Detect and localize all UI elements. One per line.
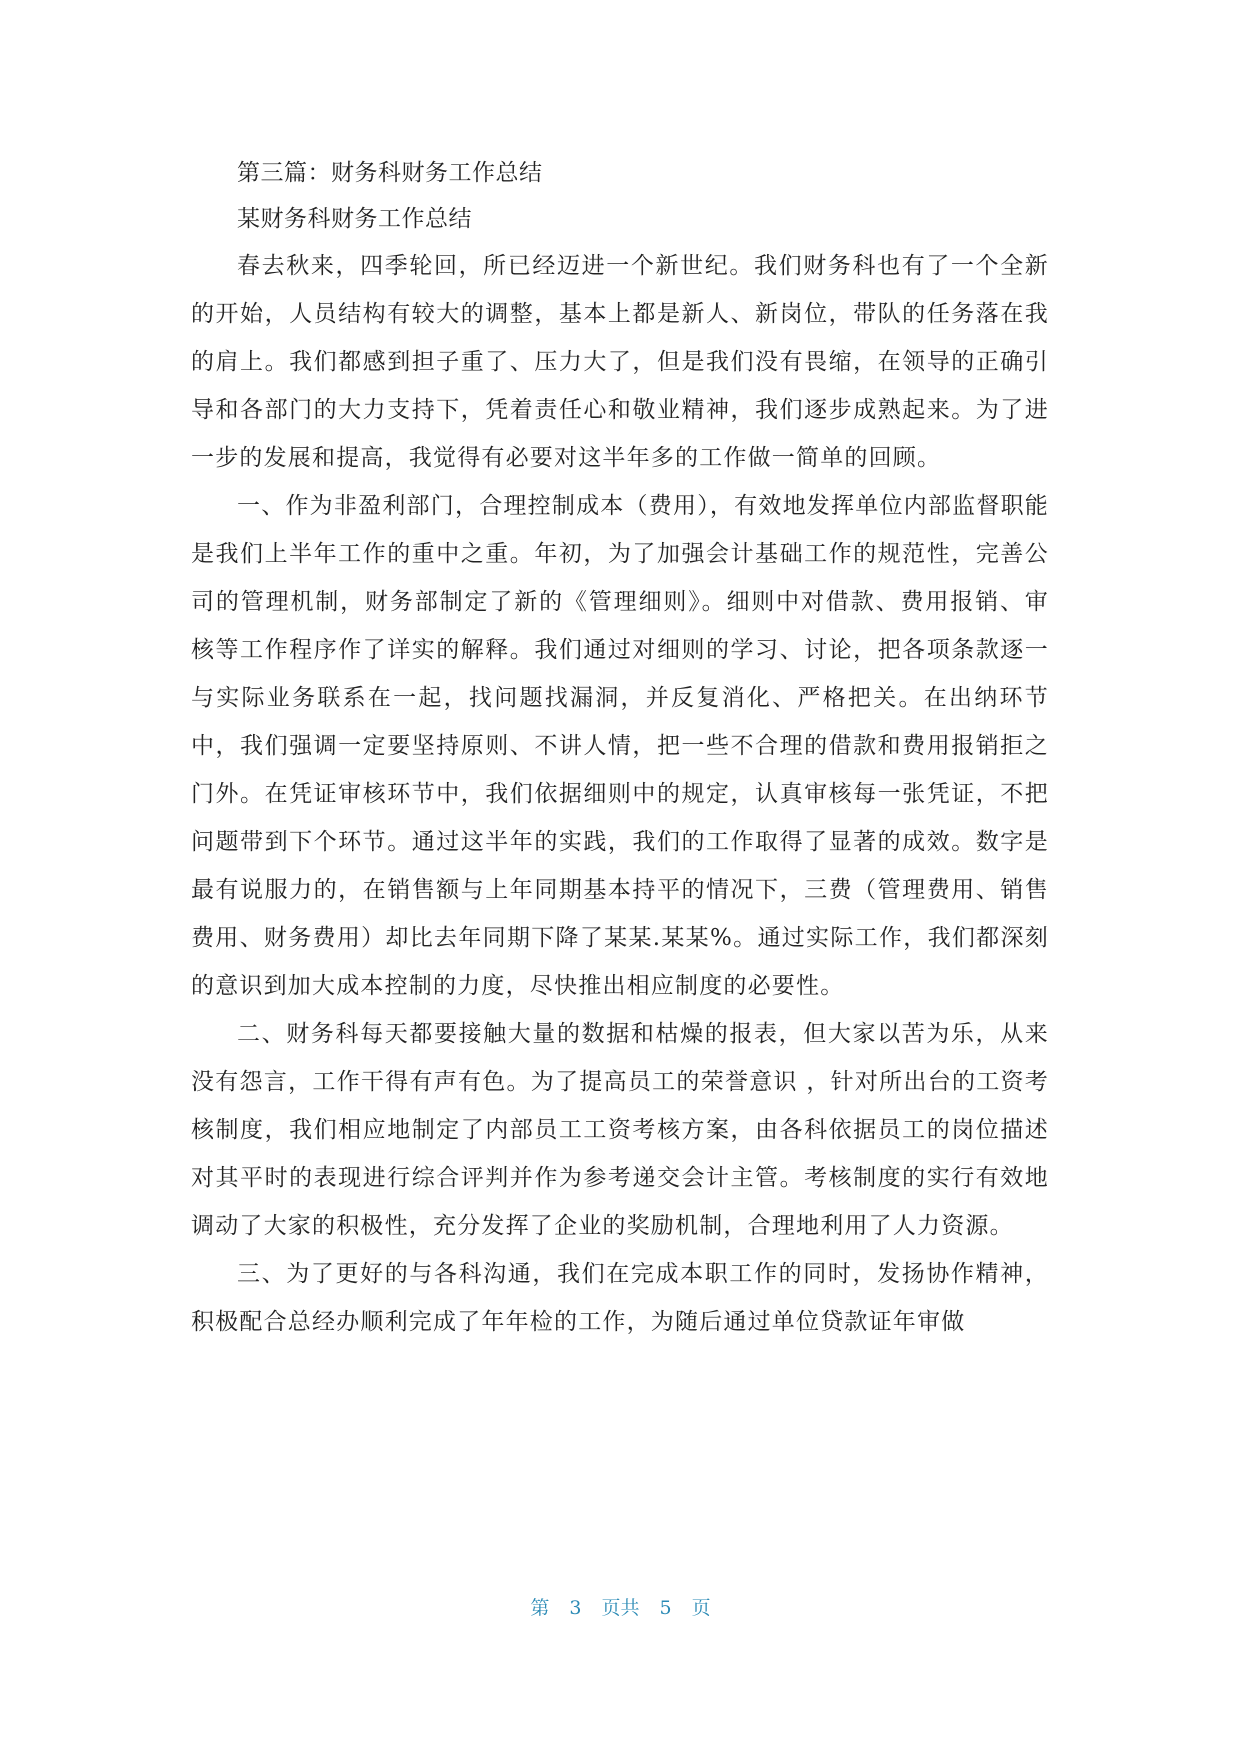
paragraph-intro: 春去秋来，四季轮回，所已经迈进一个新世纪。我们财务科也有了一个全新的开始，人员结构有较大的调整，基本上都是新人、新岗位，带队的任务落在我的肩上。我们都感到担子重了、压力大了，但是我们没有畏缩，在领导的正确引导和各部门的大力支持下，凭着责任心和敬业精神，我们逐步成熟起来。为了进一步的发展和提高，我觉得有必要对这半年多的工作做一简单的回顾。: [191, 253, 1049, 471]
footer-current-page: 3: [569, 1597, 582, 1619]
footer-suffix: 页: [691, 1597, 711, 1619]
document-body: [191, 150, 1049, 1346]
paragraph-section-3: 三、为了更好的与各科沟通，我们在完成本职工作的同时，发扬协作精神，积极配合总经办顺利完成了年年检的工作，为随后通过单位贷款证年审做: [191, 1261, 1049, 1335]
page-footer: [0, 1593, 1241, 1620]
paragraph-section-2: 二、财务科每天都要接触大量的数据和枯燥的报表，但大家以苦为乐，从来没有怨言，工作干得有声有色。为了提高员工的荣誉意识 ，针对所出台的工资考核制度，我们相应地制定了内部员工工资考核方案，由各科依据员工的岗位描述对其平时的表现进行综合评判并作为参考递交会计主管。考核制度的实行有效地调动了大家的积极性，充分发挥了企业的奖励机制，合理地利用了人力资源。: [191, 1021, 1049, 1239]
footer-middle: 页共: [601, 1597, 640, 1619]
paragraph-section-1: 一、作为非盈利部门，合理控制成本（费用），有效地发挥单位内部监督职能是我们上半年工作的重中之重。年初，为了加强会计基础工作的规范性，完善公司的管理机制，财务部制定了新的《管理细则》。细则中对借款、费用报销、审核等工作程序作了详实的解释。我们通过对细则的学习、讨论，把各项条款逐一与实际业务联系在一起，找问题找漏洞，并反复消化、严格把关。在出纳环节中，我们强调一定要坚持原则、不讲人情，把一些不合理的借款和费用报销拒之门外。在凭证审核环节中，我们依据细则中的规定，认真审核每一张凭证，不把问题带到下个环节。通过这半年的实践，我们的工作取得了显著的成效。数字是最有说服力的，在销售额与上年同期基本持平的情况下，三费（管理费用、销售费用、财务费用）却比去年同期下降了某某.某某%。通过实际工作，我们都深刻的意识到加大成本控制的力度，尽快推出相应制度的必要性。: [191, 493, 1049, 999]
footer-total-pages: 5: [659, 1597, 672, 1619]
document-title: 第三篇：财务科财务工作总结: [237, 160, 543, 186]
footer-prefix: 第: [530, 1597, 550, 1619]
document-subtitle: 某财务科财务工作总结: [237, 206, 472, 232]
